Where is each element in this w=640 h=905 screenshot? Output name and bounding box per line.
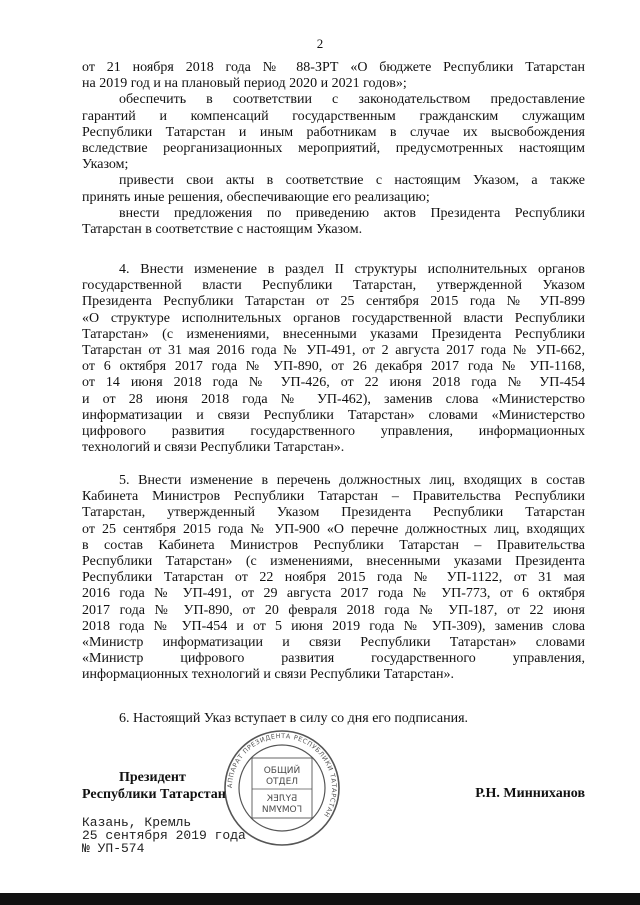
stamp-outer-text: АППАРАТ ПРЕЗИДЕНТА РЕСПУБЛИКИ ТАТАРСТАН: [225, 731, 339, 819]
stamp-mirrored-group: [262, 794, 302, 815]
intro-paragraph: [82, 60, 585, 92]
text-line: технологий и связи Республики Татарстан».: [82, 440, 345, 456]
text-line: Республики Татарстан от 22 ноября 2015 года № УП-1122, от 31 мая: [82, 570, 585, 586]
date: 25 сентября 2019 года: [82, 828, 246, 844]
place-date-block: [82, 816, 246, 856]
text-line: Кабинета Министров Республики Татарстан – Правительства Республики: [82, 489, 585, 505]
text-line: Татарстан» (с изменениями, внесенными указами Президента Республики: [82, 326, 585, 342]
text-line: Республики Татарстан» (с изменениями, внесенными указами Президента: [82, 554, 585, 570]
intro-block: [82, 60, 585, 238]
text-line: Республики Татарстан и иным работникам в случае их высвобождения: [82, 124, 585, 140]
text-line: Татарстан в соответствие с настоящим Указом.: [82, 222, 363, 238]
text-line: гарантий и компенсаций государственным гражданским служащим: [82, 108, 585, 124]
paragraph-5: [82, 473, 585, 684]
decree-number: № УП-574: [82, 841, 145, 857]
stamp-mirrored-2: ГОМУМИ: [261, 805, 303, 815]
text-line: Татарстан от 31 мая 2016 года № УП-491, от 2 августа 2017 года № УП-662,: [82, 343, 585, 359]
text-line: 2016 года № УП-491, от 29 августа 2017 года № УП-773, от 6 октября: [82, 586, 585, 602]
text-line: Татарстан, утвержденный Указом Президента Республики Татарстан: [82, 505, 585, 521]
text-line: вследствие реорганизационных мероприятий, предусмотренных настоящим: [82, 141, 585, 157]
text-line: информационных технологий и связи Республики Татарстан».: [82, 667, 454, 683]
text-line: Указом;: [82, 157, 129, 173]
list-item: [82, 173, 585, 205]
paragraph-4: [82, 262, 585, 456]
stamp-line-2: ОТДЕЛ: [265, 777, 299, 787]
text-line: от 21 ноября 2018 года № 88-ЗРТ «О бюджете Республики Татарстан: [82, 60, 585, 75]
text-line: и от 28 июня 2018 года № УП-462), заменив слова «Министерство: [82, 391, 585, 407]
text-line: от 14 июня 2018 года № УП-426, от 22 июня 2018 года № УП-454: [82, 375, 585, 391]
text-line: обеспечить в соответствии с законодательством предоставление: [119, 92, 585, 108]
text-line: принять иные решения, обеспечивающие его реализацию;: [82, 189, 430, 205]
text-line: цифрового развития государственного управления, информационных: [82, 424, 585, 440]
text-line: Президента Республики Татарстан от 25 сентября 2015 года № УП-899: [82, 294, 585, 310]
text-line: 2018 года № УП-454 и от 5 июня 2019 года № УП-309), заменив слова: [82, 618, 585, 634]
text-line: государственной власти Республики Татарстан, утвержденной Указом: [82, 278, 585, 294]
text-line: «О структуре исполнительных органов государственной власти Республики: [82, 310, 585, 326]
scan-bottom-bar: [0, 893, 640, 905]
text-line: «Министр информатизации и связи Республики Татарстан» словами: [82, 635, 585, 651]
text-line: в состав Кабинета Министров Республики Татарстан – Правительства: [82, 537, 585, 553]
text-line: привести свои акты в соответствие с настоящим Указом, а также: [119, 173, 585, 189]
signatory-name: Р.Н. Минниханов: [475, 786, 585, 801]
text-line: информатизации и связи Республики Татарстан» словами «Министерство: [82, 407, 585, 423]
signatory-title: [82, 770, 252, 803]
text-line: 2017 года № УП-890, от 20 февраля 2018 года № УП-187, от 22 июня: [82, 602, 585, 618]
text-line: внести предложения по приведению актов Президента Республики: [119, 205, 585, 221]
text-line: 4. Внести изменение в раздел II структуры исполнительных органов: [119, 262, 585, 277]
text-line: «Министр цифрового развития государственного управления,: [82, 651, 585, 667]
list-item: [82, 92, 585, 173]
text-line: на 2019 год и на плановый период 2020 и 2021 годов»;: [82, 76, 407, 92]
text-line: от 25 сентября 2015 года № УП-900 «О перечне должностных лиц, входящих: [82, 521, 585, 537]
text-line: 6. Настоящий Указ вступает в силу со дня его подписания.: [119, 711, 469, 726]
signatory-title-line-1: Президент: [119, 770, 186, 785]
list-item: [82, 206, 585, 238]
page-number: 2: [316, 36, 324, 51]
text-line: 5. Внести изменение в перечень должностных лиц, входящих в состав: [119, 473, 585, 488]
stamp-line-1: ОБЩИЙ: [263, 766, 301, 776]
signatory-title-line-2: Республики Татарстан: [82, 786, 226, 802]
place: Казань, Кремль: [82, 815, 192, 830]
text-line: от 6 октября 2017 года № УП-890, от 26 декабря 2017 года № УП-1168,: [82, 359, 585, 375]
paragraph-6: [82, 711, 585, 727]
stamp-mirrored-1: БҮЛЕК: [266, 794, 298, 804]
